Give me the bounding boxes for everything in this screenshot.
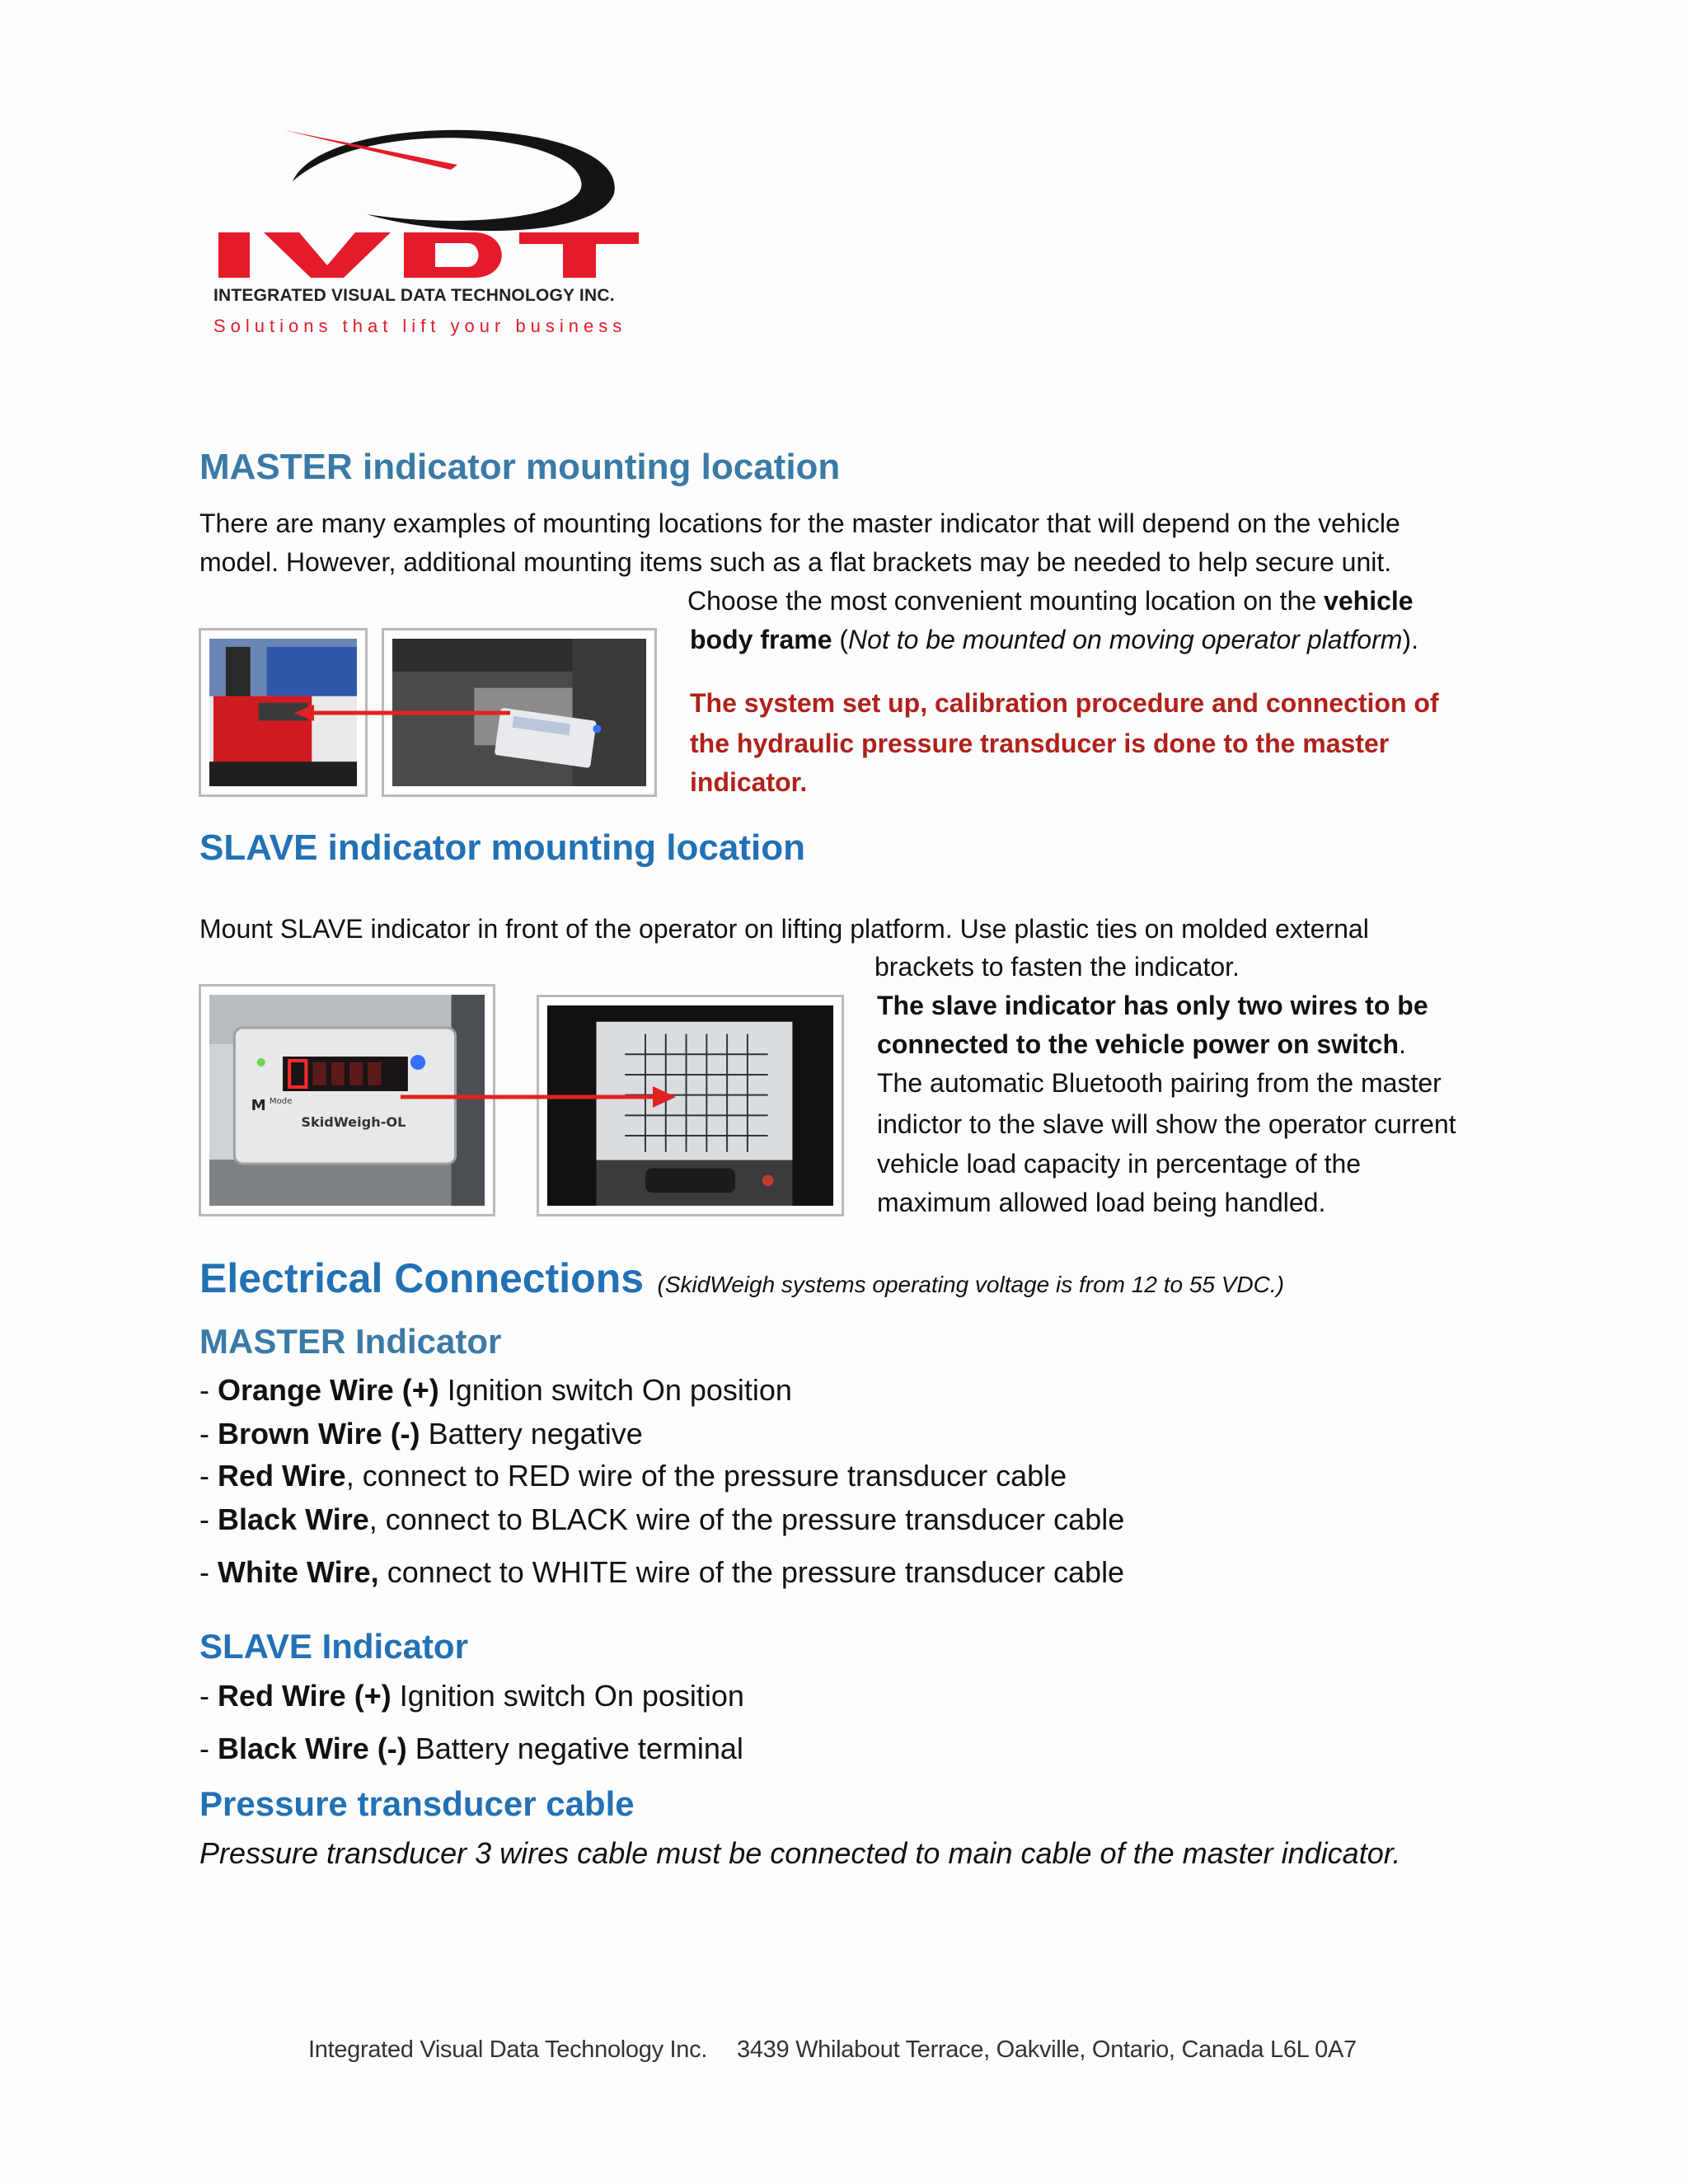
slave-bold-line1: The slave indicator has only two wires to be [877,991,1428,1020]
master-warning-line3: indicator. [690,767,808,797]
logo-company-name: INTEGRATED VISUAL DATA TECHNOLOGY INC. [213,286,615,305]
slave-desc-line4: maximum allowed load being handled. [877,1188,1326,1217]
slave-intro-line1: Mount SLAVE indicator in front of the operator on lifting platform. Use plastic ties on molded external [199,914,1369,944]
pressure-cable-heading: Pressure transducer cable [199,1784,635,1823]
master-choose-text: Choose the most convenient mounting location on the vehicle [687,586,1414,616]
slave-desc-line1: The automatic Bluetooth pairing from the master [877,1068,1442,1098]
slave-indicator-heading: SLAVE Indicator [199,1627,468,1666]
electrical-voltage-note: (SkidWeigh systems operating voltage is from 12 to 55 VDC.) [657,1272,1284,1297]
master-mount-heading: MASTER indicator mounting location [199,447,841,487]
master-choose-text-cont: body frame (Not to be mounted on moving operator platform). [690,625,1418,654]
pressure-cable-text: Pressure transducer 3 wires cable must be connected to main cable of the master indicator. [199,1836,1401,1870]
arrow-icon [401,1086,676,1108]
master-wire-black: - Black Wire, connect to BLACK wire of the pressure transducer cable [199,1502,1125,1536]
master-wire-white: - White Wire, connect to WHITE wire of the pressure transducer cable [199,1555,1125,1589]
logo-tagline: Solutions that lift your business [213,316,627,336]
electrical-heading-row [199,1254,1284,1302]
slave-mount-heading: SLAVE indicator mounting location [199,827,805,868]
slave-intro-line2: brackets to fasten the indicator. [874,952,1240,982]
master-wire-orange: - Orange Wire (+) Ignition switch On position [199,1373,792,1407]
slave-wire-black: - Black Wire (-) Battery negative terminal [199,1732,743,1765]
slave-desc-line3: vehicle load capacity in percentage of the [877,1149,1362,1179]
company-logo [202,115,713,350]
footer-company: Integrated Visual Data Technology Inc. [308,2036,708,2063]
master-wire-brown: - Brown Wire (-) Battery negative [199,1417,643,1451]
footer-address: 3439 Whilabout Terrace, Oakville, Ontario, Canada L6L 0A7 [737,2036,1357,2063]
master-intro-line2: model. However, additional mounting items such as a flat brackets may be needed to help secure unit. [199,547,1392,577]
svg-text:Mode: Mode [269,1097,293,1106]
master-warning-line1: The system set up, calibration procedure and connection of [690,688,1439,718]
arrow-icon [294,705,517,721]
master-wire-red: - Red Wire, connect to RED wire of the pressure transducer cable [199,1459,1067,1493]
slave-wire-red: - Red Wire (+) Ignition switch On position [199,1679,744,1713]
master-intro-line1: There are many examples of mounting locations for the master indicator that will depend on the vehicle [199,509,1400,538]
slave-desc-line2: indictor to the slave will show the operator current [877,1109,1456,1139]
master-indicator-heading: MASTER Indicator [199,1322,502,1361]
svg-text:SkidWeigh-OL: SkidWeigh-OL [301,1114,406,1130]
slave-bold-line2: connected to the vehicle power on switch. [877,1029,1406,1059]
electrical-heading: Electrical Connections [199,1255,645,1301]
master-warning-line2: the hydraulic pressure transducer is done to the master [690,729,1390,758]
svg-text:M: M [251,1097,266,1114]
